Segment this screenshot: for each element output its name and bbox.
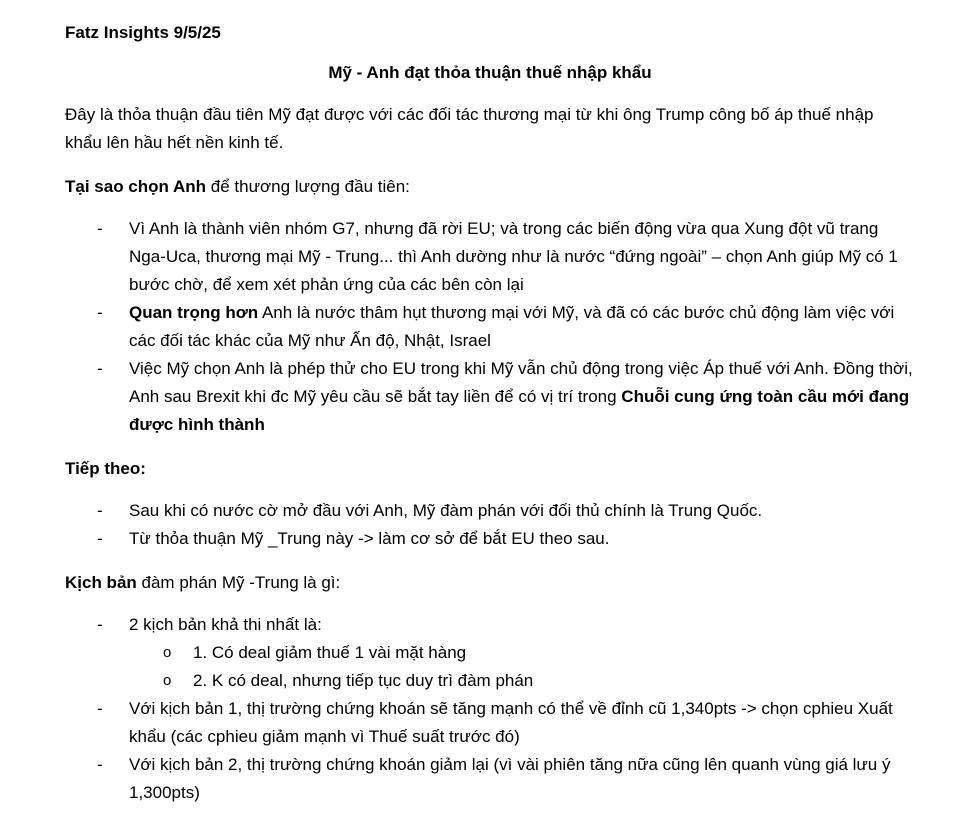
section-title-why xyxy=(65,173,915,201)
dash-bullet: - xyxy=(97,755,103,774)
scenario-sublist xyxy=(129,639,915,695)
dash-bullet: - xyxy=(97,699,103,718)
dash-bullet: - xyxy=(97,501,103,520)
section-title-next: Tiếp theo: xyxy=(65,459,146,478)
list-item-text: Anh là nước thâm hụt thương mại với Mỹ, và đã có các bước chủ động làm việc với các đối tác khác của Mỹ như Ấn độ, Nhật, Israel xyxy=(129,303,895,350)
list-item xyxy=(65,299,915,355)
dash-bullet: - xyxy=(97,303,103,322)
sub-list-item-text: 1. Có deal giảm thuế 1 vài mặt hàng xyxy=(193,643,467,662)
next-list xyxy=(65,497,915,553)
circle-bullet: o xyxy=(163,672,172,689)
list-item-text: Sau khi có nước cờ mở đầu với Anh, Mỹ đàm phán với đối thủ chính là Trung Quốc. xyxy=(129,501,763,520)
list-item xyxy=(65,525,915,553)
sub-list-item xyxy=(129,667,915,695)
section-title-scenario-rest: đàm phán Mỹ -Trung là gì: xyxy=(136,573,341,592)
list-item xyxy=(65,695,915,751)
list-item-bold: Quan trọng hơn xyxy=(129,303,259,322)
sub-list-item xyxy=(129,639,915,667)
article-heading: Mỹ - Anh đạt thỏa thuận thuế nhập khẩu xyxy=(328,63,652,82)
intro-paragraph: Đây là thỏa thuận đầu tiên Mỹ đạt được với các đối tác thương mại từ khi ông Trump công bố áp thuế nhập khẩu lên hầu hết nền kinh tế. xyxy=(65,105,874,152)
list-item-text: Vì Anh là thành viên nhóm G7, nhưng đã rời EU; và trong các biến động vừa qua Xung đột vũ trang Nga-Uca, thương mại Mỹ - Trung... thì Anh dường như là nước “đứng ngoài” – chọn Anh giúp Mỹ có 1 bước chờ, để xem xét phản ứng của các bên còn lại xyxy=(129,219,898,294)
dash-bullet: - xyxy=(97,219,103,238)
list-item xyxy=(65,751,915,807)
dash-bullet: - xyxy=(97,615,103,634)
list-item xyxy=(65,355,915,439)
why-list xyxy=(65,215,915,439)
list-item-text: Với kịch bản 2, thị trường chứng khoán giảm lại (vì vài phiên tăng nữa cũng lên quanh vùng giá lưu ý 1,300pts) xyxy=(129,755,891,802)
list-item-text: Từ thỏa thuận Mỹ _Trung này -> làm cơ sở để bắt EU theo sau. xyxy=(129,529,610,548)
list-item xyxy=(65,611,915,695)
section-title-scenario-bold: Kịch bản xyxy=(65,573,137,592)
document-title: Fatz Insights 9/5/25 xyxy=(65,23,221,42)
section-title-why-bold: Tại sao chọn Anh xyxy=(65,177,207,196)
dash-bullet: - xyxy=(97,359,103,378)
section-title-why-rest: để thương lượng đầu tiên: xyxy=(206,177,410,196)
list-item xyxy=(65,215,915,299)
section-title-scenario xyxy=(65,569,915,597)
list-item-text: Với kịch bản 1, thị trường chứng khoán sẽ tăng mạnh có thể về đỉnh cũ 1,340pts -> chọn cphieu Xuất khẩu (các cphieu giảm mạnh vì Thuế suất trước đó) xyxy=(129,699,893,746)
sub-list-item-text: 2. K có deal, nhưng tiếp tục duy trì đàm phán xyxy=(193,671,534,690)
circle-bullet: o xyxy=(163,644,172,661)
dash-bullet: - xyxy=(97,529,103,548)
list-item-text: 2 kịch bản khả thi nhất là: xyxy=(129,615,322,634)
list-item xyxy=(65,497,915,525)
list-item-bold: Chuỗi cung ứng toàn cầu mới đang được hình thành xyxy=(129,387,910,434)
list-item-text: Việc Mỹ chọn Anh là phép thử cho EU trong khi Mỹ vẫn chủ động trong việc Áp thuế với Anh. Đồng thời, Anh sau Brexit khi đc Mỹ yêu cầu sẽ bắt tay liền để có vị trí trong xyxy=(129,359,913,406)
scenario-list xyxy=(65,611,915,807)
